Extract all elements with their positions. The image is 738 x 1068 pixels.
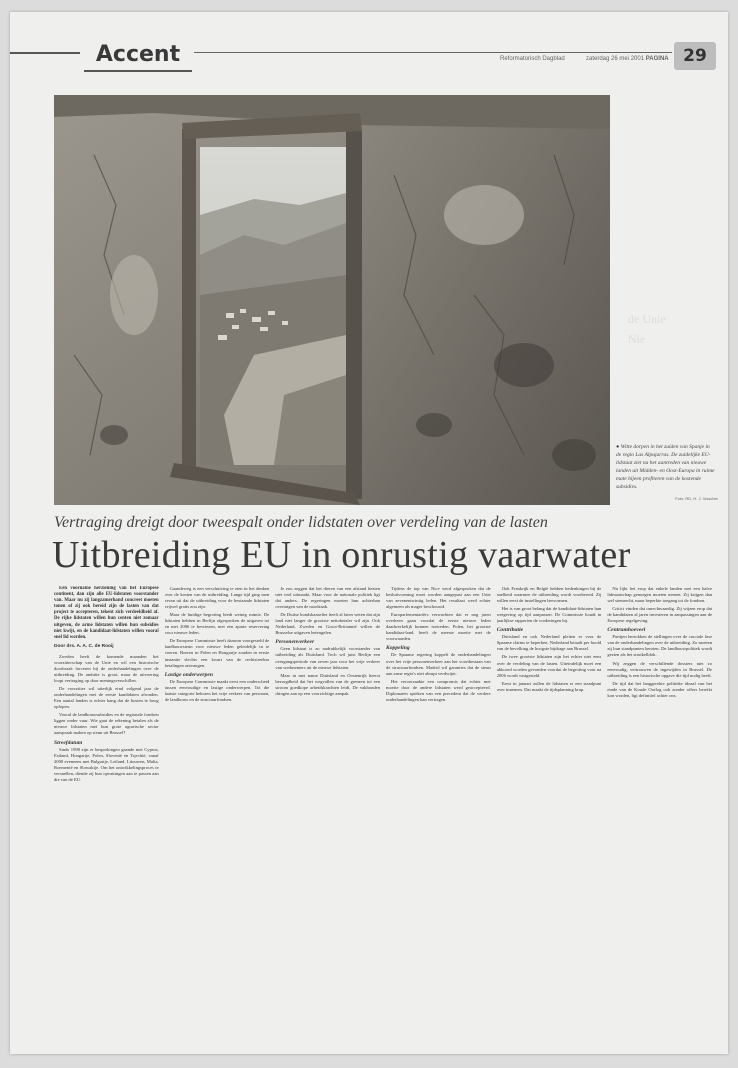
article-column-3 xyxy=(275,586,380,1038)
article-column-4 xyxy=(386,586,491,1038)
paragraph: Duitsland en ook Nederland pleiten er voor de Spaanse claims te beperken. Nederland betaalt per hoofd van de bevolking de hoogste bijdrage aan Brussel. xyxy=(496,634,602,652)
article-column-5 xyxy=(497,586,602,1038)
paragraph: De twee grootste lidstaten zijn het echter niet eens over de verdeling van de lasten. Uiteindelijk moet een akkoord worden gevonden voordat de begroting voor na 2006 wordt vastgesteld. xyxy=(496,654,602,678)
article-intro: Een voorname herziening van het Europese continent, dan zijn alle EU-lidstaten voorstander van. Maar nu zij langzamerhand concreet moeten tonen of zij ook bereid zijn de lasten van dat project te accepteren, tekent zich verdeeldheid af. De rijke lidstaten willen hun centen niet zomaar uitgeven, de arme lidstaten willen hun subsidies niet kwijt, en de kandidaat-lidstaten willen vooral snel lid worden. xyxy=(54,586,159,640)
paragraph: Ook Frankrijk en België hebben bedenkingen bij de snelheid waarmee de uitbreiding wordt voorbereid. Zij willen eerst de instellingen hervormen. xyxy=(496,586,602,604)
page-header xyxy=(10,40,728,84)
paragraph: De Europese Commissie maakt eerst een onderscheid tussen eenvoudige en lastige onderwerpen. Tot die laatste categorie behoren het vrije verkeer van personen, de landbouw en de structuurfondsen. xyxy=(164,678,270,702)
subheadline: Vertraging dreigt door tweespalt onder lidstaten over verdeling van de lasten xyxy=(54,514,548,531)
photo-caption xyxy=(616,444,716,492)
paragraph: Partijen betrokken de stellingen over de cruciale fase van de onderhandelingen over de uitbreiding. Zo moeten zij hun standpunten herzien. De landbouwpolitiek wordt gezien als het struikelblok. xyxy=(607,634,713,658)
intertitle: Personenverkeer xyxy=(275,639,315,646)
caption-text: Witte dorpen in het zuiden van Spanje in de regio Las Alpujarras. De zuidelijke EU-lidstaat ziet na het aantreden van nieuwe landen uit Midden- en Oost-Europa in ruime mate bijeen profiteren van de kostende subsidies. xyxy=(616,444,715,490)
newspaper-page xyxy=(10,12,728,1054)
show-through-text: de Unie xyxy=(628,312,666,326)
paragraph: Het veroorzaakte een compromis dat echter met moeite door de andere lidstaten werd geaccepteerd. Diplomaten spreken van een precedent dat de verdere onderhandelingen kan vertragen. xyxy=(386,678,491,702)
paragraph: De Europese Commissie heeft daarom voorgesteld de landbouwsteun voor nieuwe leden geleidelijk in te voeren. Boeren in Polen en Hongarije zouden in eerste instantie slechts een kwart van de rechtstreekse betalingen ontvangen. xyxy=(164,638,270,668)
paragraph: De voorzitter wil uiterlijk eind volgend jaar de onderhandelingen met de eerste kandidaten afronden. Een aantal landen is echter bang dat de kosten te hoog oplopen. xyxy=(54,686,159,710)
paragraph: De Duitse bondskanselier heeft al laten weten dat zijn land niet langer de grootste nettobetaler wil zijn. Ook Nederland, Zweden en Groot-Brittannië willen de Brusselse uitgaven beteugelen. xyxy=(275,612,381,636)
paragraph: Eerst in januari zullen de lidstaten er een standpunt over innemen. Dat maakt de tijdsplanning krap. xyxy=(496,680,602,692)
article-column-2 xyxy=(165,586,270,1038)
paper-name: Reformatorisch Dagblad xyxy=(500,56,565,62)
paragraph: Wij zeggen de verschillende dossiers niet zo eenvoudig, vertrouwen de ingewijden in Brussel. De uitbreiding is een historische opgave die tijd nodig heeft. xyxy=(607,660,713,678)
byline: Door drs. A. A. C. de Rooij xyxy=(54,643,114,649)
header-rule-left xyxy=(10,52,80,54)
caption-bullet-icon: ● xyxy=(616,444,620,450)
paragraph: Vooral de landbouwsubsidies en de regionale fondsen liggen onder vuur. Wie gaat de rekening betalen als de nieuwe lidstaten met hun grote agrarische sector aanspraak maken op steun uit Brussel? xyxy=(54,712,159,736)
article-body xyxy=(54,586,712,1038)
ruined-window-landscape-image xyxy=(54,95,610,505)
paragraph: De Spaanse regering koppelt de onderhandelingen over het vrije personenverkeer aan het voortbestaan van de structuurfondsen. Madrid wil garanties dat de steun aan arme regio's niet abrupt verdwijnt. xyxy=(386,652,491,676)
article-column-1 xyxy=(54,586,159,1038)
paragraph: Tijdens de top van Nice werd afgesproken dat de besluitvorming moet worden aangepast aan een Unie van zevenentwintig leden. Het resultaat werd echter algemeen als mager beschouwd. xyxy=(386,586,491,610)
paragraph: Het is van groot belang dat de kandidaat-lidstaten hun wetgeving op tijd aanpassen. De Commissie houdt in jaarlijkse rapporten de vorderingen bij. xyxy=(496,606,602,624)
paragraph: Zweden heeft de komende maanden het voorzitterschap van de Unie en wil een historische doorbraak forceren bij de onderhandelingen over de uitbreiding. De ambitie is groot, maar de uitvoering loopt vertraging op door meningsverschillen. xyxy=(54,653,159,684)
intertitle: Lastige onderwerpen xyxy=(164,671,213,678)
paragraph: Je zou zeggen dat het dieren van een afstand bezien niet veel uitmaakt. Maar voor de nationale politiek ligt dat anders. De regeringen moeten hun achterban overtuigen van de noodzaak. xyxy=(275,586,381,610)
photo-credit: Foto: RD, H. J. Visscher xyxy=(675,496,718,501)
section-title: Accent xyxy=(84,40,192,72)
date-text: zaterdag 26 mei 2001 xyxy=(586,56,645,62)
page-date xyxy=(586,56,669,62)
paragraph: Europarlementariërs verwachten dat er nog jaren overheen gaan voordat de eerste nieuwe leden daadwerkelijk kunnen toetreden. Polen, het grootste kandidaat-land, heeft de meeste moeite met de voorwaarden. xyxy=(386,612,491,642)
paragraph: Gaandeweg is een verschuiving te zien in het denken over de kosten van de uitbreiding. Lange tijd ging men ervan uit dat de uitbreiding voor de bestaande lidstaten vrijwel gratis zou zijn. xyxy=(164,586,270,610)
intertitle: Koppeling xyxy=(386,645,410,652)
paragraph: Nu lijkt het erop dat enkele landen met een halve lidmaatschap genoegen moeten nemen. Zij krijgen dan wel stemrecht, maar beperkte toegang tot de fondsen. xyxy=(607,586,713,604)
paragraph: Maar in met name Duitsland en Oostenrijk heerst bezorgdheid dat het wegvallen van de grenzen tot een stroom goedkope arbeidskrachten leidt. De vakbonden dringen aan op een voorzichtige aanpak. xyxy=(275,672,381,696)
page-label: PAGINA xyxy=(645,56,669,62)
paragraph: Maar de huidige begroting biedt weinig ruimte. De lidstaten hebben in Berlijn afgesproken de uitgaven tot en met 2006 te bevriezen, met een aparte reservering voor nieuwe leden. xyxy=(164,612,270,636)
page-number: 29 xyxy=(674,42,716,70)
headline: Uitbreiding EU in onrustig vaarwater xyxy=(52,534,631,576)
paragraph: De tijd dat het langgerekte politieke ideaal van het einde van de Koude Oorlog ook zonder offers bereikt kon worden, ligt definitief achter ons. xyxy=(607,680,713,698)
article-photo xyxy=(54,95,610,505)
show-through-text: Nie xyxy=(628,332,646,346)
intertitle: Contributie xyxy=(496,627,524,634)
intertitle: Centrumhoeveel xyxy=(607,627,646,634)
article-column-6 xyxy=(607,586,712,1038)
paragraph: Critici vinden dat onrechtvaardig. Zij wijzen erop dat de kandidaten al jaren investeren in aanpassingen aan de Europese regelgeving. xyxy=(607,606,713,624)
paragraph: Sinds 1998 zijn er besprekingen gaande met Cyprus, Estland, Hongarije, Polen, Slovenië en Tsjechië, vanaf 2000 eveneens met Bulgarije, Letland, Litouwen, Malta, Roemenië en Slowakije. Om het ontwikkelingsproces te versnellen, diende zij hun opvattingen aan te passen aan die van de EU. xyxy=(54,746,159,782)
header-rule xyxy=(194,52,672,53)
intertitle: Streefdatum xyxy=(54,739,83,746)
paragraph: Geen lidstaat is zo nadrukkelijk voorstander van uitbreiding als Duitsland. Toch wil juist Berlijn een overgangsperiode van zeven jaar voor het vrije verkeer van werknemers uit de nieuwe lidstaten. xyxy=(275,646,381,670)
